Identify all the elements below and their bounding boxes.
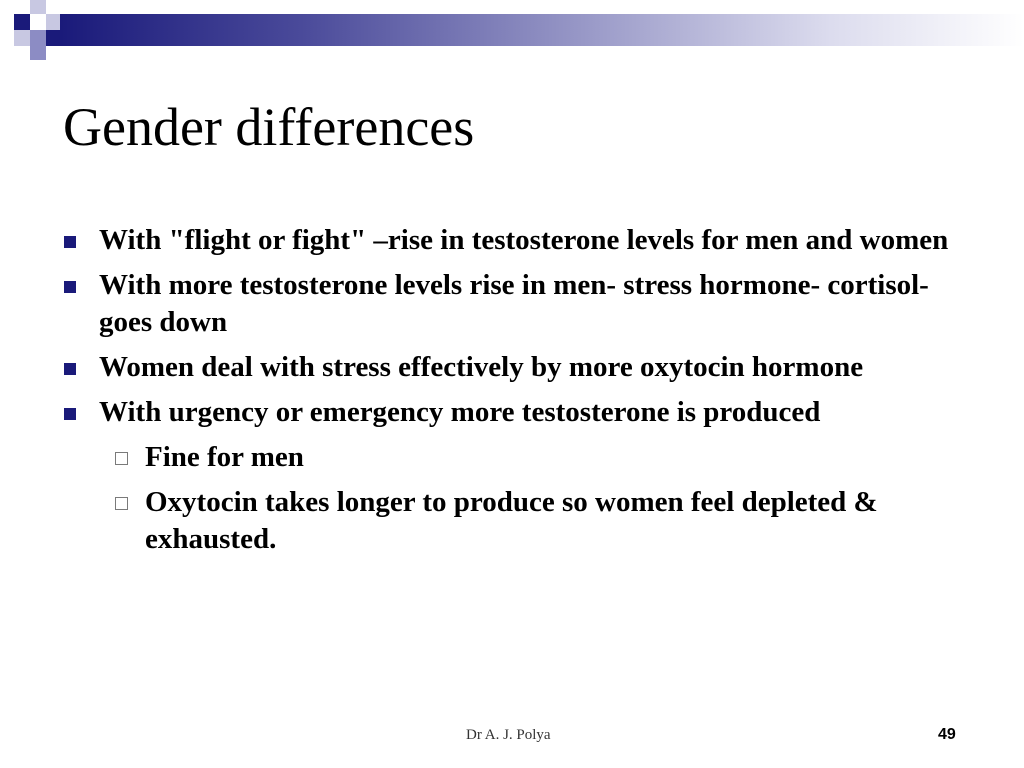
decor-square-light (14, 30, 30, 46)
footer-author: Dr A. J. Polya (466, 727, 551, 743)
bullet-item (62, 349, 962, 386)
hollow-square-bullet-icon (115, 452, 128, 465)
square-bullet-icon (64, 236, 76, 248)
decor-square-mid (30, 46, 46, 60)
sub-bullet-item (62, 439, 962, 476)
sub-bullet-text: Fine for men (145, 441, 304, 473)
slide-body (62, 222, 962, 566)
decor-square-dark (14, 14, 30, 30)
square-bullet-icon (64, 408, 76, 420)
decor-square-light (46, 14, 60, 30)
page-number: 49 (938, 726, 956, 743)
bullet-text: With urgency or emergency more testosterone is produced (99, 396, 821, 428)
decor-square-dark (46, 30, 60, 46)
bullet-item (62, 267, 962, 341)
sub-bullet-text: Oxytocin takes longer to produce so women feel depleted & exhausted. (145, 486, 878, 555)
decor-square-mid (30, 30, 46, 46)
header-gradient-bar (60, 14, 1024, 46)
hollow-square-bullet-icon (115, 497, 128, 510)
square-bullet-icon (64, 363, 76, 375)
bullet-item (62, 394, 962, 431)
bullet-item (62, 222, 962, 259)
bullet-text: With "flight or fight" –rise in testosterone levels for men and women (99, 224, 949, 256)
bullet-text: Women deal with stress effectively by more oxytocin hormone (99, 351, 864, 383)
sub-bullet-item (62, 484, 962, 558)
decor-square-light (30, 0, 46, 14)
bullet-text: With more testosterone levels rise in men- stress hormone- cortisol-goes down (99, 269, 929, 338)
slide-title: Gender differences (63, 97, 475, 157)
square-bullet-icon (64, 281, 76, 293)
